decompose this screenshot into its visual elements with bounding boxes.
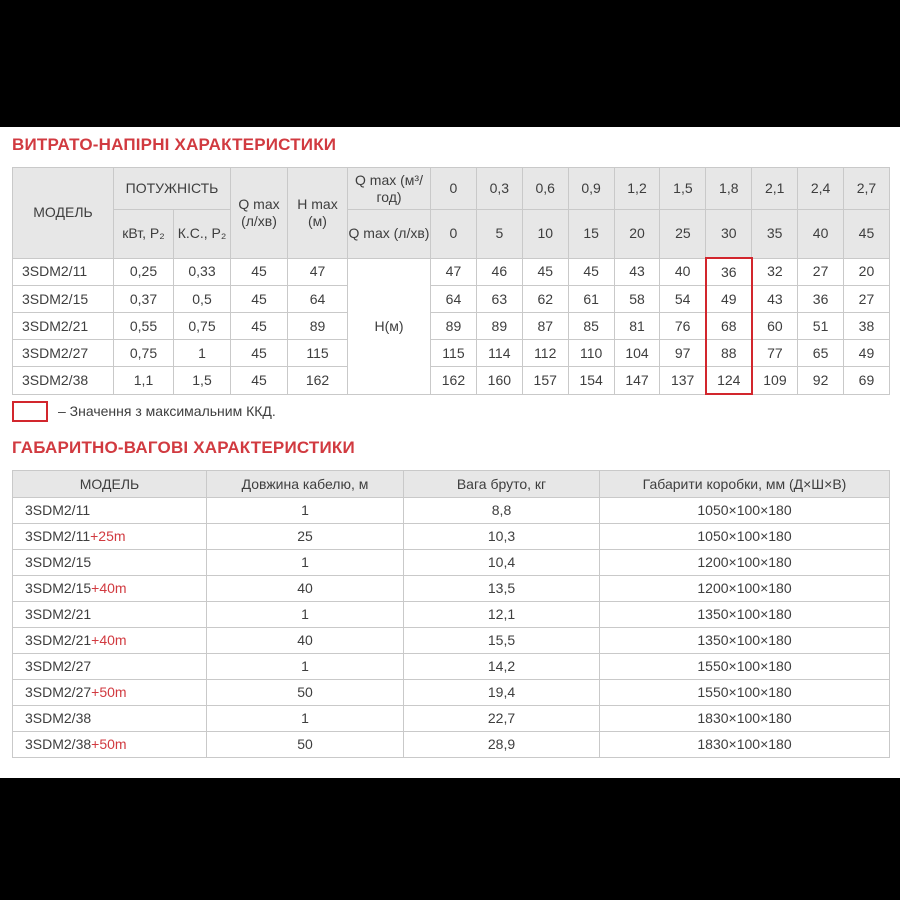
gross-weight-cell: 13,5 — [404, 576, 600, 602]
dim-table-row — [13, 602, 890, 628]
gross-weight-cell: 12,1 — [404, 602, 600, 628]
flow-table-row — [13, 286, 890, 313]
power-hp-cell: 1,5 — [174, 367, 231, 395]
qmax-cell: 45 — [231, 313, 288, 340]
h-value-cell: 76 — [660, 313, 706, 340]
box-dimensions-cell: 1050×100×180 — [600, 524, 890, 550]
h-row-label-cell: Н(м) — [348, 258, 431, 394]
cable-length-cell: 1 — [207, 498, 404, 524]
model-name: 3SDM2/15 — [25, 580, 92, 597]
col-header-model: МОДЕЛЬ — [13, 168, 114, 259]
gross-weight-cell: 8,8 — [404, 498, 600, 524]
model-name: 3SDM2/38 — [25, 710, 92, 727]
h-value-cell: 162 — [431, 367, 477, 395]
dimensions-weight-table — [12, 470, 890, 758]
model-cell — [13, 680, 207, 706]
box-dimensions-cell: 1830×100×180 — [600, 706, 890, 732]
power-hp-cell: 0,33 — [174, 258, 231, 286]
model-cell — [13, 602, 207, 628]
flow-table-header-row-2 — [13, 210, 890, 259]
col-header-gross-weight: Вага бруто, кг — [404, 471, 600, 498]
col-header-box-dimensions: Габарити коробки, мм (Д×Ш×В) — [600, 471, 890, 498]
power-hp-cell: 0,75 — [174, 313, 231, 340]
cable-length-cell: 50 — [207, 732, 404, 758]
h-value-cell: 87 — [522, 313, 568, 340]
h-value-cell: 36 — [798, 286, 844, 313]
h-value-cell-max-efficiency: 36 — [706, 258, 752, 286]
h-value-cell-max-efficiency: 49 — [706, 286, 752, 313]
dim-table-row — [13, 628, 890, 654]
box-dimensions-cell: 1350×100×180 — [600, 602, 890, 628]
col-header-qmax: Q max (л/хв) — [231, 168, 288, 259]
col-header-hmax: H max (м) — [288, 168, 348, 259]
box-dimensions-cell: 1200×100×180 — [600, 576, 890, 602]
dim-table-header-row — [13, 471, 890, 498]
model-suffix: +40m — [91, 632, 127, 649]
content-panel — [0, 127, 900, 778]
model-cell: 3SDM2/27 — [13, 340, 114, 367]
col-header-power: ПОТУЖНІСТЬ — [114, 168, 231, 210]
flow-lmin-header-cell: 10 — [522, 210, 568, 259]
power-hp-cell: 1 — [174, 340, 231, 367]
h-value-cell: 64 — [431, 286, 477, 313]
model-cell — [13, 732, 207, 758]
hmax-cell: 47 — [288, 258, 348, 286]
model-suffix: +25m — [90, 528, 126, 545]
dim-table-row — [13, 524, 890, 550]
flow-m3h-header-cell: 1,8 — [706, 168, 752, 210]
h-value-cell: 45 — [522, 258, 568, 286]
h-value-cell: 109 — [752, 367, 798, 395]
model-name: 3SDM2/11 — [25, 528, 91, 545]
flow-m3h-header-cell: 0,3 — [476, 168, 522, 210]
model-name: 3SDM2/15 — [25, 554, 92, 571]
h-value-cell: 69 — [844, 367, 890, 395]
box-dimensions-cell: 1550×100×180 — [600, 654, 890, 680]
h-value-cell: 32 — [752, 258, 798, 286]
qmax-cell: 45 — [231, 258, 288, 286]
row-label-qmax-lmin: Q max (л/хв) — [348, 210, 431, 259]
box-dimensions-cell: 1830×100×180 — [600, 732, 890, 758]
dim-table-row — [13, 654, 890, 680]
cable-length-cell: 1 — [207, 706, 404, 732]
cable-length-cell: 1 — [207, 602, 404, 628]
hmax-cell: 64 — [288, 286, 348, 313]
cable-length-cell: 50 — [207, 680, 404, 706]
h-value-cell: 112 — [522, 340, 568, 367]
h-value-cell: 27 — [798, 258, 844, 286]
flow-table-row — [13, 367, 890, 395]
model-cell: 3SDM2/38 — [13, 367, 114, 395]
model-cell: 3SDM2/21 — [13, 313, 114, 340]
gross-weight-cell: 14,2 — [404, 654, 600, 680]
h-value-cell: 58 — [614, 286, 660, 313]
power-kw-cell: 0,25 — [114, 258, 174, 286]
flow-lmin-header-cell: 45 — [844, 210, 890, 259]
h-value-cell: 54 — [660, 286, 706, 313]
h-value-cell: 43 — [752, 286, 798, 313]
flow-table-row — [13, 258, 890, 286]
dim-table-row — [13, 680, 890, 706]
power-kw-cell: 1,1 — [114, 367, 174, 395]
gross-weight-cell: 22,7 — [404, 706, 600, 732]
h-value-cell: 85 — [568, 313, 614, 340]
box-dimensions-cell: 1550×100×180 — [600, 680, 890, 706]
h-value-cell: 38 — [844, 313, 890, 340]
model-suffix: +40m — [91, 580, 127, 597]
flow-m3h-header-cell: 0,6 — [522, 168, 568, 210]
h-value-cell: 61 — [568, 286, 614, 313]
h-value-cell: 81 — [614, 313, 660, 340]
cable-length-cell: 25 — [207, 524, 404, 550]
h-value-cell: 137 — [660, 367, 706, 395]
model-name: 3SDM2/38 — [25, 736, 92, 753]
h-value-cell: 63 — [476, 286, 522, 313]
flow-lmin-header-cell: 35 — [752, 210, 798, 259]
flow-table-header-row-1 — [13, 168, 890, 210]
h-value-cell: 104 — [614, 340, 660, 367]
box-dimensions-cell: 1200×100×180 — [600, 550, 890, 576]
max-efficiency-marker-box — [12, 401, 48, 422]
section-title-flow-head: ВИТРАТО-НАПІРНІ ХАРАКТЕРИСТИКИ — [12, 135, 337, 154]
cable-length-cell: 1 — [207, 654, 404, 680]
model-name: 3SDM2/11 — [25, 502, 91, 519]
power-kw-cell: 0,55 — [114, 313, 174, 340]
model-suffix: +50m — [91, 684, 127, 701]
model-name: 3SDM2/27 — [25, 684, 92, 701]
h-value-cell: 46 — [476, 258, 522, 286]
power-kw-cell: 0,37 — [114, 286, 174, 313]
power-kw-cell: 0,75 — [114, 340, 174, 367]
flow-table-row — [13, 340, 890, 367]
gross-weight-cell: 10,4 — [404, 550, 600, 576]
flow-m3h-header-cell: 0 — [431, 168, 477, 210]
box-dimensions-cell: 1350×100×180 — [600, 628, 890, 654]
col-header-power-hp: К.С., P₂ — [174, 210, 231, 259]
model-name: 3SDM2/21 — [25, 606, 92, 623]
qmax-cell: 45 — [231, 367, 288, 395]
gross-weight-cell: 10,3 — [404, 524, 600, 550]
col-header-power-kw: кВт, P₂ — [114, 210, 174, 259]
h-value-cell-max-efficiency: 124 — [706, 367, 752, 395]
dim-table-row — [13, 706, 890, 732]
flow-lmin-header-cell: 40 — [798, 210, 844, 259]
h-value-cell: 89 — [476, 313, 522, 340]
gross-weight-cell: 19,4 — [404, 680, 600, 706]
flow-lmin-header-cell: 5 — [476, 210, 522, 259]
model-cell: 3SDM2/15 — [13, 286, 114, 313]
flow-m3h-header-cell: 2,1 — [752, 168, 798, 210]
legend — [12, 399, 276, 423]
model-cell — [13, 576, 207, 602]
flow-m3h-header-cell: 2,4 — [798, 168, 844, 210]
dim-table-row — [13, 732, 890, 758]
power-hp-cell: 0,5 — [174, 286, 231, 313]
h-value-cell: 27 — [844, 286, 890, 313]
flow-lmin-header-cell: 30 — [706, 210, 752, 259]
model-cell — [13, 654, 207, 680]
h-value-cell: 60 — [752, 313, 798, 340]
box-dimensions-cell: 1050×100×180 — [600, 498, 890, 524]
hmax-cell: 115 — [288, 340, 348, 367]
section-title-dimensions-weight: ГАБАРИТНО-ВАГОВІ ХАРАКТЕРИСТИКИ — [12, 438, 355, 457]
flow-m3h-header-cell: 1,2 — [614, 168, 660, 210]
cable-length-cell: 40 — [207, 576, 404, 602]
model-cell — [13, 706, 207, 732]
h-value-cell: 110 — [568, 340, 614, 367]
model-cell — [13, 550, 207, 576]
model-suffix: +50m — [91, 736, 127, 753]
h-value-cell: 47 — [431, 258, 477, 286]
model-name: 3SDM2/27 — [25, 658, 92, 675]
h-value-cell: 92 — [798, 367, 844, 395]
model-cell: 3SDM2/11 — [13, 258, 114, 286]
h-value-cell: 160 — [476, 367, 522, 395]
flow-head-table — [12, 167, 890, 395]
col-header-cable-length: Довжина кабелю, м — [207, 471, 404, 498]
h-value-cell: 114 — [476, 340, 522, 367]
model-name: 3SDM2/21 — [25, 632, 92, 649]
h-value-cell: 62 — [522, 286, 568, 313]
flow-lmin-header-cell: 15 — [568, 210, 614, 259]
model-cell — [13, 498, 207, 524]
qmax-cell: 45 — [231, 340, 288, 367]
h-value-cell: 40 — [660, 258, 706, 286]
flow-m3h-header-cell: 2,7 — [844, 168, 890, 210]
flow-lmin-header-cell: 25 — [660, 210, 706, 259]
hmax-cell: 89 — [288, 313, 348, 340]
h-value-cell: 43 — [614, 258, 660, 286]
flow-lmin-header-cell: 20 — [614, 210, 660, 259]
h-value-cell: 20 — [844, 258, 890, 286]
flow-table-row — [13, 313, 890, 340]
flow-lmin-header-cell: 0 — [431, 210, 477, 259]
gross-weight-cell: 15,5 — [404, 628, 600, 654]
h-value-cell: 45 — [568, 258, 614, 286]
dim-table-row — [13, 498, 890, 524]
h-value-cell: 157 — [522, 367, 568, 395]
row-label-qmax-m3h: Q max (м³/год) — [348, 168, 431, 210]
model-cell — [13, 628, 207, 654]
h-value-cell: 147 — [614, 367, 660, 395]
flow-m3h-header-cell: 1,5 — [660, 168, 706, 210]
h-value-cell: 77 — [752, 340, 798, 367]
col-header-model: МОДЕЛЬ — [13, 471, 207, 498]
h-value-cell: 115 — [431, 340, 477, 367]
hmax-cell: 162 — [288, 367, 348, 395]
gross-weight-cell: 28,9 — [404, 732, 600, 758]
dim-table-row — [13, 550, 890, 576]
h-value-cell: 65 — [798, 340, 844, 367]
qmax-cell: 45 — [231, 286, 288, 313]
h-value-cell: 89 — [431, 313, 477, 340]
dim-table-row — [13, 576, 890, 602]
h-value-cell-max-efficiency: 88 — [706, 340, 752, 367]
h-value-cell: 51 — [798, 313, 844, 340]
flow-m3h-header-cell: 0,9 — [568, 168, 614, 210]
h-value-cell: 154 — [568, 367, 614, 395]
h-value-cell-max-efficiency: 68 — [706, 313, 752, 340]
cable-length-cell: 1 — [207, 550, 404, 576]
model-cell — [13, 524, 207, 550]
h-value-cell: 97 — [660, 340, 706, 367]
cable-length-cell: 40 — [207, 628, 404, 654]
legend-text: – Значення з максимальним ККД. — [58, 403, 276, 419]
h-value-cell: 49 — [844, 340, 890, 367]
